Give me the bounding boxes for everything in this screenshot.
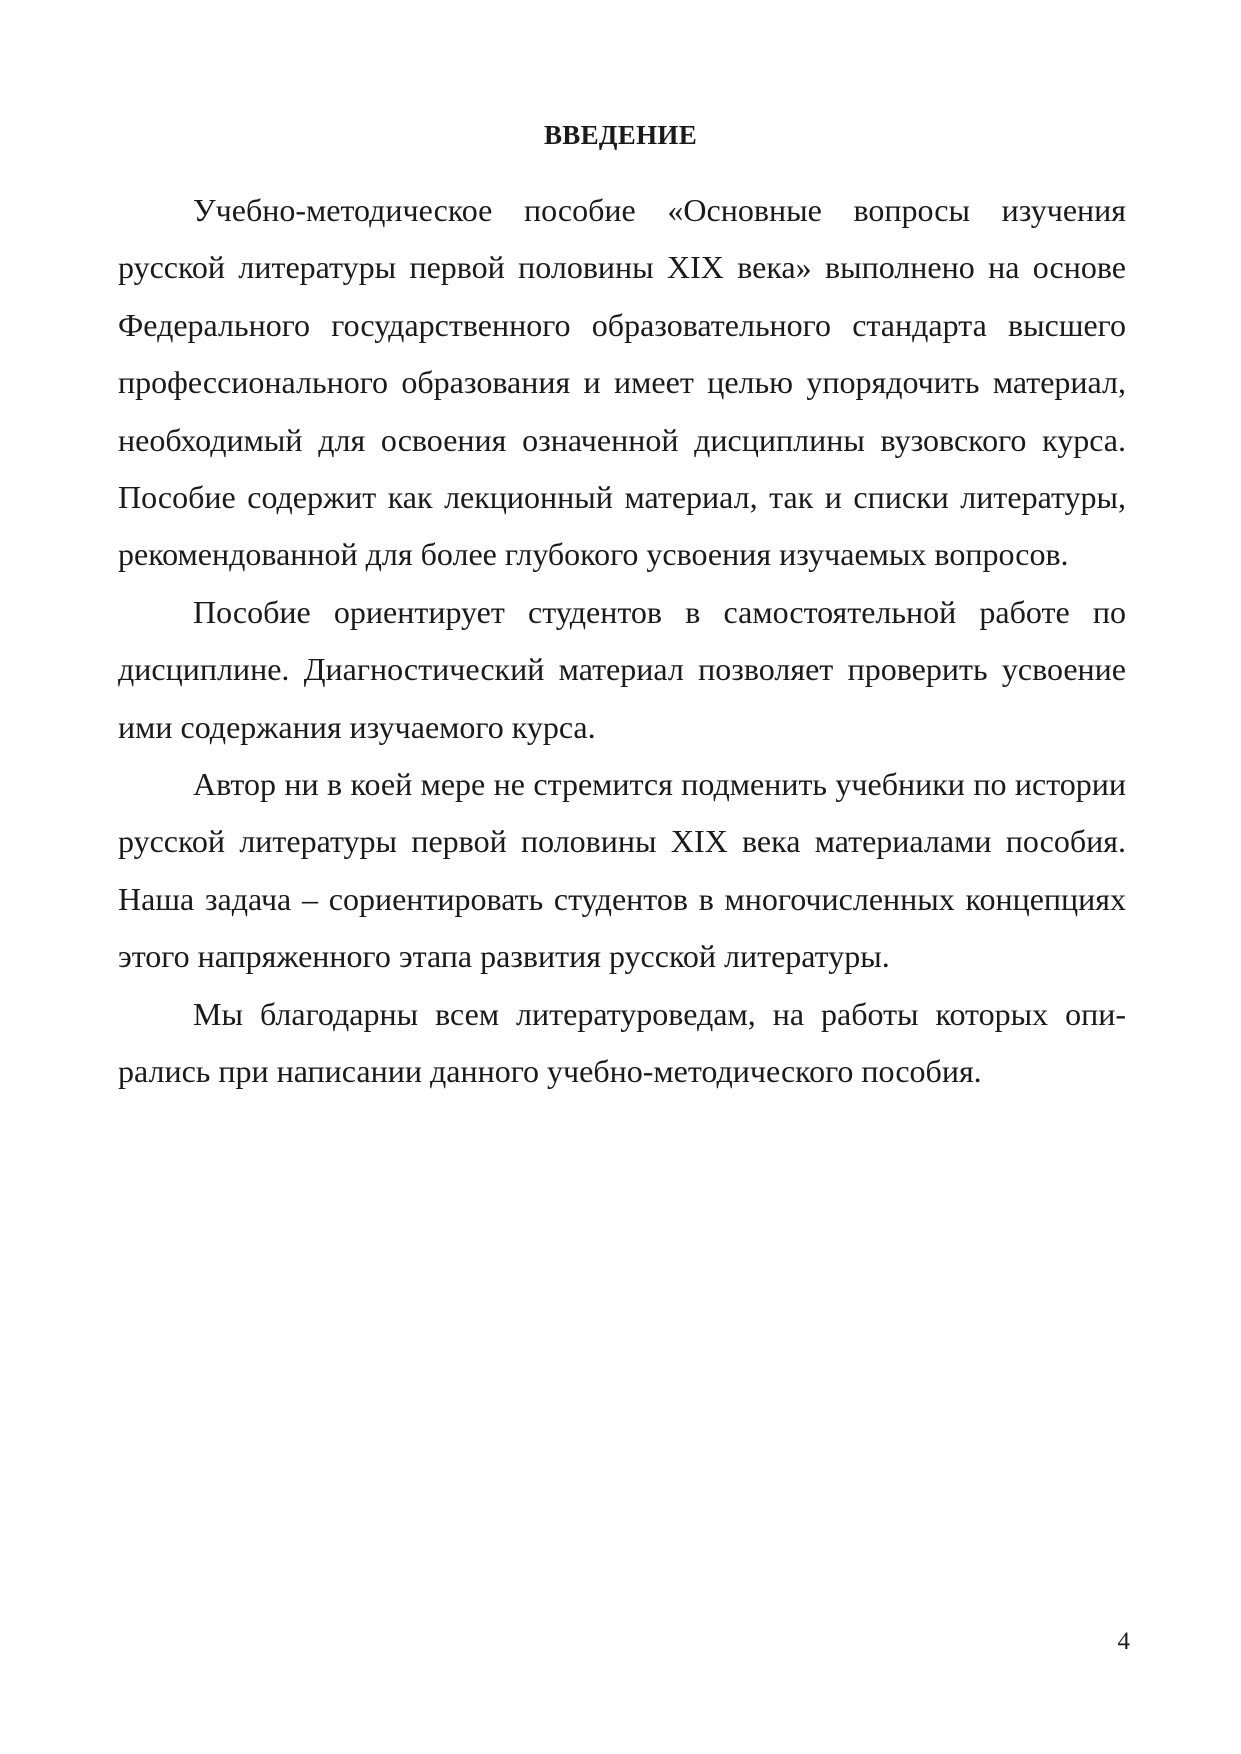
body-text	[118, 182, 1126, 1101]
paragraph: Автор ни в коей мере не стремится подменить учебники по истории русской литературы первой половины XIX века материалами пособия. Наша задача – сориентировать студентов в многочисленных концепциях этого напряженного этапа развития русской литературы.	[118, 766, 1126, 975]
paragraph: Мы благодарны всем литературоведам, на работы которых опирались при написании данного учебно-методического пособия.	[118, 995, 1126, 1090]
paragraph: Учебно-методическое пособие «Основные вопросы изучения русской литературы первой половины XIX века» выполнено на основе Федерального государственного образовательного стандарта высшего профессионального образования и имеет целью упорядочить материал, необходимый для освоения означенной дисциплины вузовского курса. Пособие содержит как лекционный материал, так и списки литературы, рекомендованной для более глубокого усвоения изучаемых вопросов.	[118, 192, 1126, 573]
page-number: 4	[1117, 1628, 1130, 1655]
page-title: ВВЕДЕНИЕ	[543, 120, 698, 150]
paragraph: Пособие ориентирует студентов в самостоятельной работе по дисциплине. Диагностический материал позволяет проверить усвоение ими содержания изучаемого курса.	[118, 593, 1126, 745]
